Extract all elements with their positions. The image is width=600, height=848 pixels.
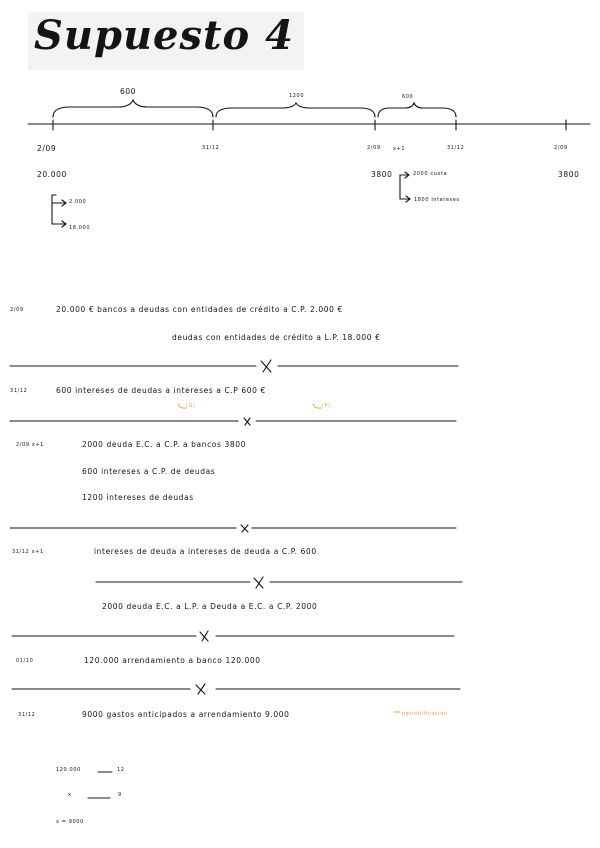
note-arrow [313, 404, 321, 408]
entry-line: 600 intereses a C.P. de deudas [82, 467, 216, 476]
entry-date: 31/12 [10, 388, 28, 394]
entry-date: 01/10 [16, 658, 34, 664]
note-arrow [178, 404, 186, 408]
date-label: 31/12 [447, 145, 465, 151]
date-label: 2/09 [37, 144, 57, 153]
split-bracket-right [400, 175, 410, 199]
timeline-amount-right: 3800 [371, 170, 393, 179]
entry-line: 120.000 arrendamiento a banco 120.000 [84, 656, 261, 665]
brace-600 [53, 100, 213, 117]
entry-line: 2000 deuda E.C. a C.P. a bancos 3800 [82, 440, 246, 449]
calc-value: 120.000 [56, 767, 81, 773]
date-label: 31/12 [202, 145, 220, 151]
entry-note: (P) [322, 403, 331, 409]
brace-600b [378, 103, 456, 117]
entry-note: periodificación [402, 711, 448, 717]
entry-date: 31/12 x+1 [12, 549, 44, 555]
date-label: 2/09 [367, 145, 381, 151]
split-amount: 2.000 [69, 199, 87, 205]
brace-label-1200: 1200 [289, 93, 305, 99]
entry-line: 600 intereses de deudas a intereses a C.P 600 € [56, 386, 266, 395]
entry-line: 1200 intereses de deudas [82, 493, 194, 502]
calc-value: 9 [118, 792, 122, 798]
split-amount: 1800 intereses [414, 197, 460, 203]
entry-line: intereses de deuda a intereses de deuda a C.P. 600 [94, 547, 317, 556]
entry-note: (G) [186, 403, 196, 409]
split-bracket-left [52, 195, 66, 224]
entry-line: 20.000 € bancos a deudas con entidades de crédito a C.P. 2.000 € [56, 305, 343, 314]
split-amount: 2000 cuota [413, 171, 448, 177]
timeline-amount-end: 3800 [558, 170, 580, 179]
entry-line: deudas con entidades de crédito a L.P. 18.000 € [172, 333, 381, 342]
calc-result: x = 9000 [56, 819, 84, 825]
brace-1200 [216, 103, 375, 117]
timeline-amount-left: 20.000 [37, 170, 67, 179]
entry-line: 9000 gastos anticipados a arrendamiento 9.000 [82, 710, 290, 719]
date-suffix: x+1 [393, 146, 406, 152]
brace-label-600: 600 [120, 87, 137, 96]
brace-label-600b: 600 [402, 94, 414, 100]
entry-date: 31/12 [18, 712, 36, 718]
page-title: Supuesto 4 [34, 12, 294, 59]
split-amount: 18.000 [69, 225, 91, 231]
calc-value: 12 [117, 767, 125, 773]
entry-date: 2/09 x+1 [16, 442, 44, 448]
entry-line: 2000 deuda E.C. a L.P. a Deuda a E.C. a C.P. 2000 [102, 602, 318, 611]
date-label: 2/09 [554, 145, 568, 151]
calc-value: x [68, 792, 72, 798]
entry-date: 2/09 [10, 307, 24, 313]
